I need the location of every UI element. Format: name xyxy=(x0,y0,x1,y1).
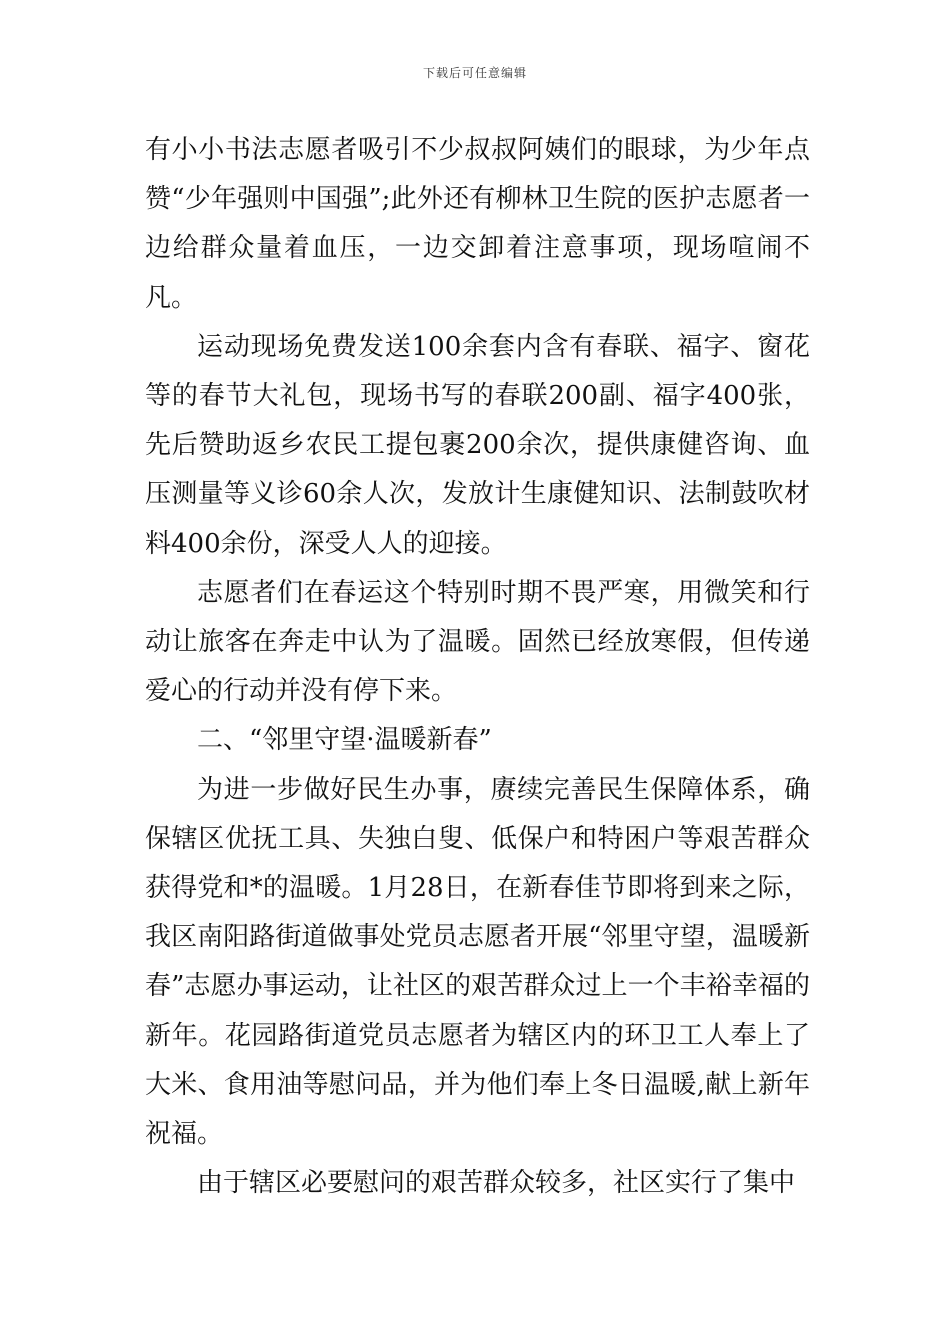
document-body xyxy=(145,126,810,1208)
paragraph-continuation: 有小小书法志愿者吸引不少叔叔阿姨们的眼球，为少年点赞“少年强则中国强”;此外还有柳林卫生院的医护志愿者一边给群众量着血压，一边交卸着注意事项，现场喧闹不凡。 xyxy=(145,135,810,313)
paragraph-neighborhood-watch: 为进一步做好民生办事，赓续完善民生保障体系，确保辖区优抚工具、失独白叟、低保户和特困户等艰苦群众获得党和*的温暖。1月28日，在新春佳节即将到来之际，我区南阳路街道做事处党员志愿者开展“邻里守望，温暖新春”志愿办事运动，让社区的艰苦群众过上一个丰裕幸福的新年。花园路街道党员志愿者为辖区内的环卫工人奉上了大米、食用油等慰问品，并为他们奉上冬日温暖,献上新年祝福。 xyxy=(145,774,810,1150)
paragraph-condolence: 由于辖区必要慰问的艰苦群众较多，社区实行了集中 xyxy=(197,1168,796,1199)
section-heading: 二、“邻里守望·温暖新春” xyxy=(197,725,492,756)
page-header: 下载后可任意编辑 xyxy=(422,66,527,80)
paragraph-volunteers-warmth: 志愿者们在春运这个特别时期不畏严寒，用微笑和行动让旅客在奔走中认为了温暖。固然已经放寒假，但传递爱心的行动并没有停下来。 xyxy=(145,577,810,707)
paragraph-gift-packages: 运动现场免费发送100余套内含有春联、福字、窗花等的春节大礼包，现场书写的春联200副、福字400张，先后赞助返乡农民工提包裹200余次，提供康健咨询、血压测量等义诊60余人次，发放计生康健知识、法制鼓吹材料400余份，深受人人的迎接。 xyxy=(145,331,810,559)
